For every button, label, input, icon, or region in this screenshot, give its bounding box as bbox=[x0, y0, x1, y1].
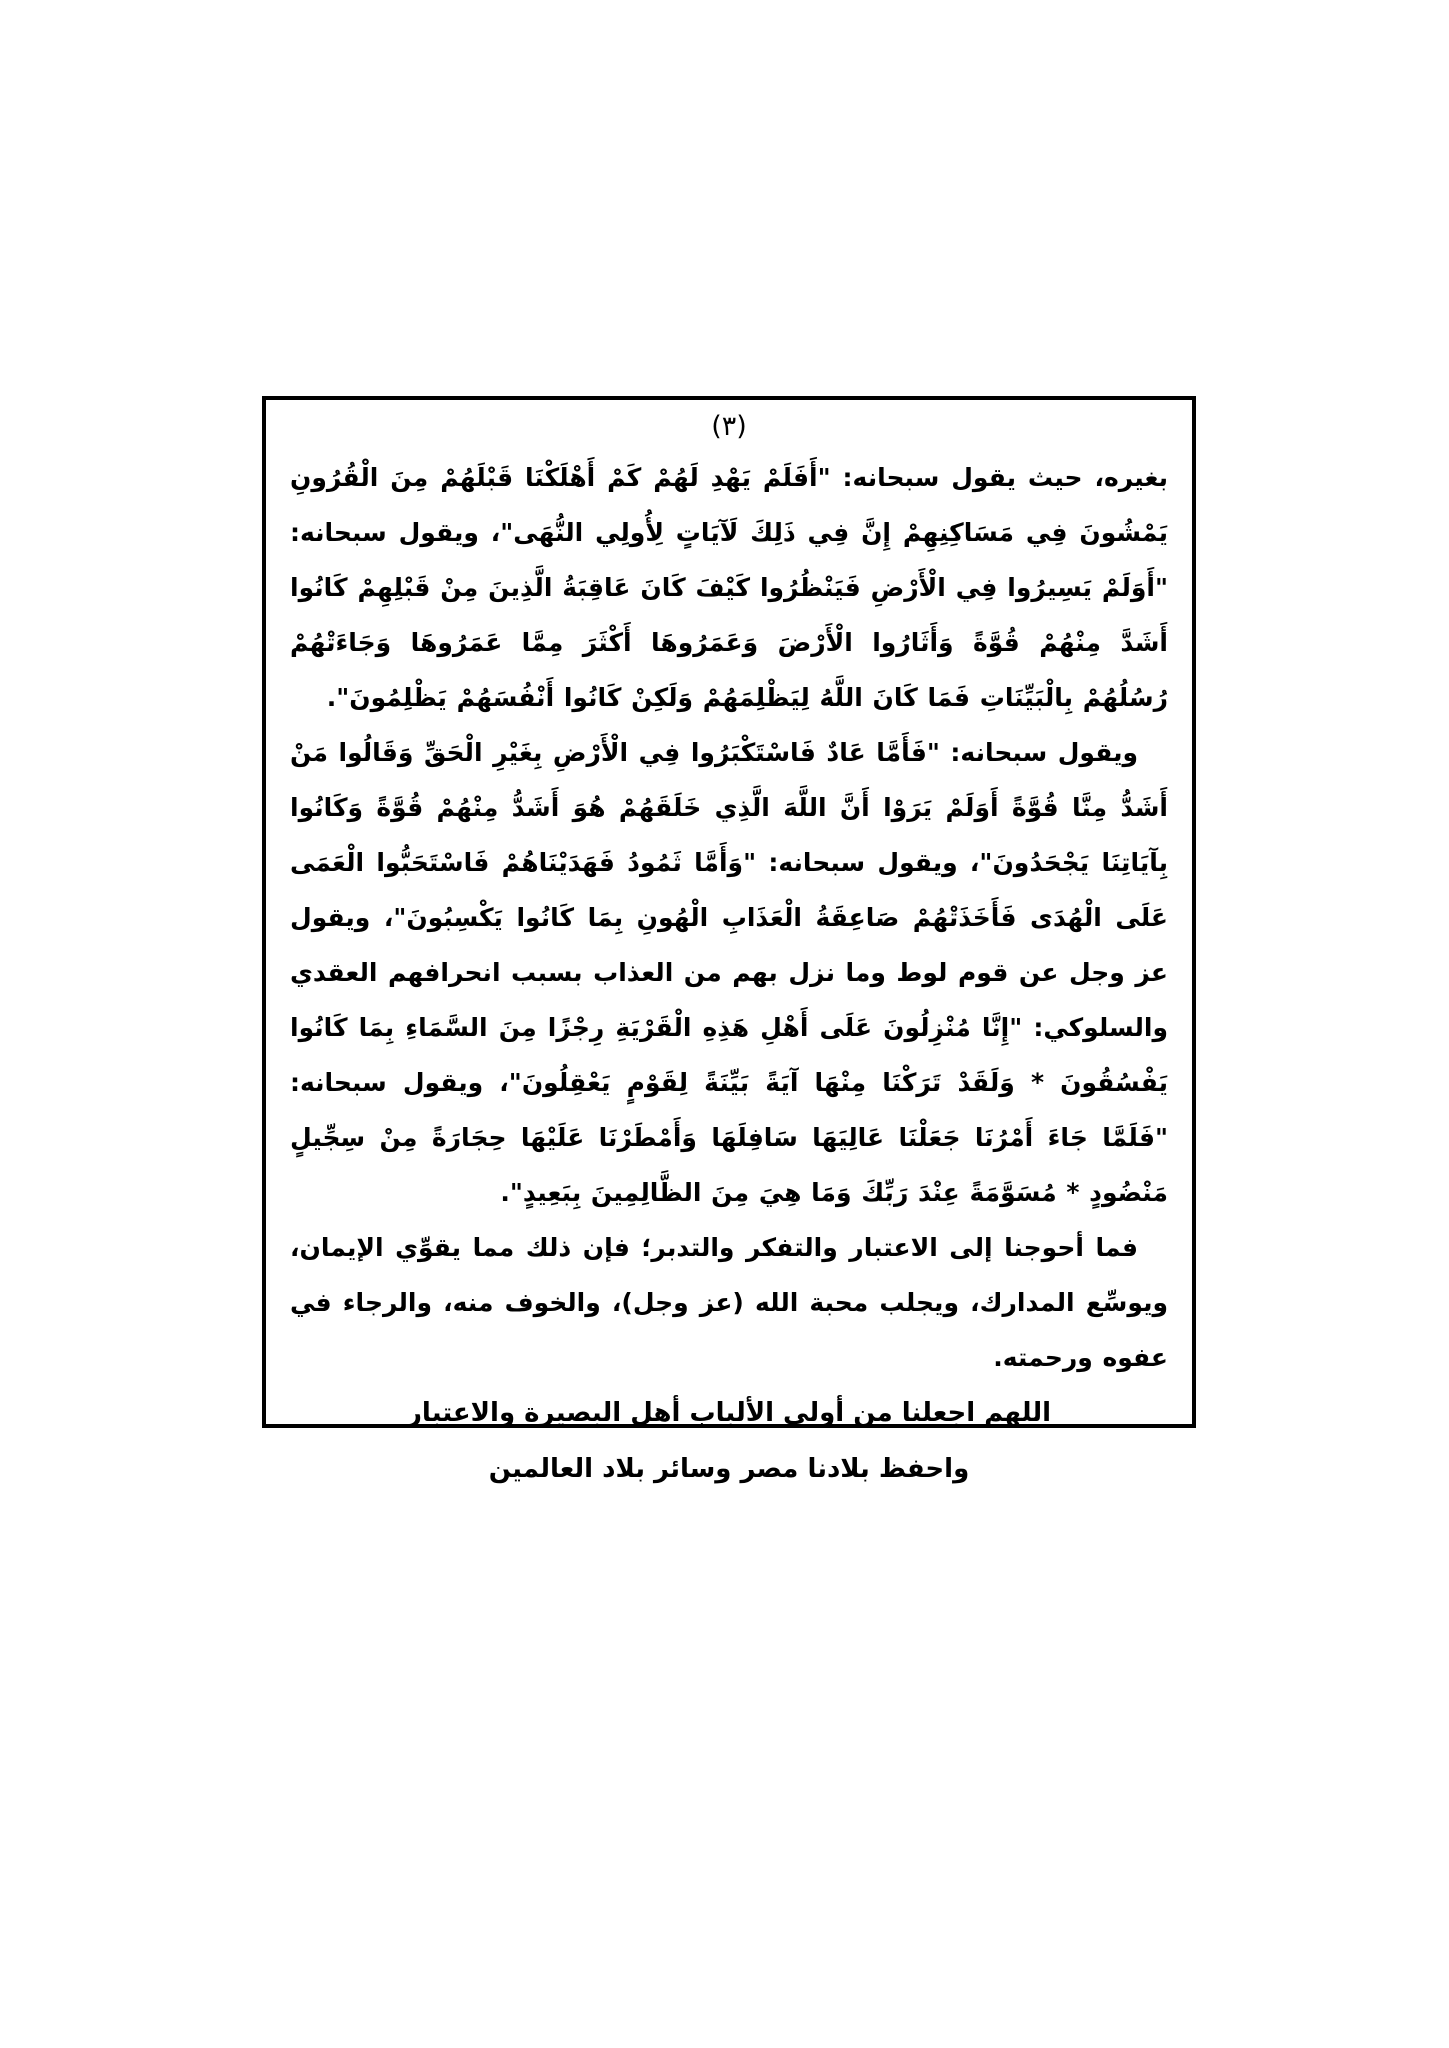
paragraph-3: فما أحوجنا إلى الاعتبار والتفكر والتدبر؛ فإن ذلك مما يقوِّي الإيمان، ويوسِّع المدارك، ويجلب محبة الله (عز وجل)، والخوف منه، والرجاء في عفوه ورحمته. bbox=[290, 1233, 1168, 1372]
paragraph-2: ويقول سبحانه: "فَأَمَّا عَادٌ فَاسْتَكْبَرُوا فِي الْأَرْضِ بِغَيْرِ الْحَقِّ وَقَالُوا مَنْ أَشَدُّ مِنَّا قُوَّةً أَوَلَمْ يَرَوْا أَنَّ اللَّهَ الَّذِي خَلَقَهُمْ هُوَ أَشَدُّ مِنْهُمْ قُوَّةً وَكَانُوا بِآيَاتِنَا يَجْحَدُونَ"، ويقول سبحانه: "وَأَمَّا ثَمُودُ فَهَدَيْنَاهُمْ فَاسْتَحَبُّوا الْعَمَى عَلَى الْهُدَى فَأَخَذَتْهُمْ صَاعِقَةُ الْعَذَابِ الْهُونِ بِمَا كَانُوا يَكْسِبُونَ"، ويقول عز وجل عن قوم لوط وما نزل بهم من العذاب بسبب انحرافهم العقدي والسلوكي: "إِنَّا مُنْزِلُونَ عَلَى أَهْلِ هَذِهِ الْقَرْيَةِ رِجْزًا مِنَ السَّمَاءِ بِمَا كَانُوا يَفْسُقُونَ * وَلَقَدْ تَرَكْنَا مِنْهَا آيَةً بَيِّنَةً لِقَوْمٍ يَعْقِلُونَ"، ويقول سبحانه: "فَلَمَّا جَاءَ أَمْرُنَا جَعَلْنَا عَالِيَهَا سَافِلَهَا وَأَمْطَرْنَا عَلَيْهَا حِجَارَةً مِنْ سِجِّيلٍ مَنْضُودٍ * مُسَوَّمَةً عِنْدَ رَبِّكَ وَمَا هِيَ مِنَ الظَّالِمِينَ بِبَعِيدٍ". bbox=[290, 738, 1168, 1207]
closing-prayer-line-2: واحفظ بلادنا مصر وسائر بلاد العالمين bbox=[488, 1454, 970, 1484]
paragraph-1: بغيره، حيث يقول سبحانه: "أَفَلَمْ يَهْدِ لَهُمْ كَمْ أَهْلَكْنَا قَبْلَهُمْ مِنَ الْقُرُونِ يَمْشُونَ فِي مَسَاكِنِهِمْ إِنَّ فِي ذَلِكَ لَآيَاتٍ لِأُولِي النُّهَى"، ويقول سبحانه: "أَوَلَمْ يَسِيرُوا فِي الْأَرْضِ فَيَنْظُرُوا كَيْفَ كَانَ عَاقِبَةُ الَّذِينَ مِنْ قَبْلِهِمْ كَانُوا أَشَدَّ مِنْهُمْ قُوَّةً وَأَثَارُوا الْأَرْضَ وَعَمَرُوهَا أَكْثَرَ مِمَّا عَمَرُوهَا وَجَاءَتْهُمْ رُسُلُهُمْ بِالْبَيِّنَاتِ فَمَا كَانَ اللَّهُ لِيَظْلِمَهُمْ وَلَكِنْ كَانُوا أَنْفُسَهُمْ يَظْلِمُونَ". bbox=[290, 463, 1168, 712]
page-frame bbox=[262, 396, 1196, 1484]
page-number: (٣) bbox=[711, 411, 747, 442]
closing-prayer-line-1: اللهم اجعلنا من أولي الألباب أهل البصيرة والاعتبار bbox=[406, 1398, 1052, 1428]
